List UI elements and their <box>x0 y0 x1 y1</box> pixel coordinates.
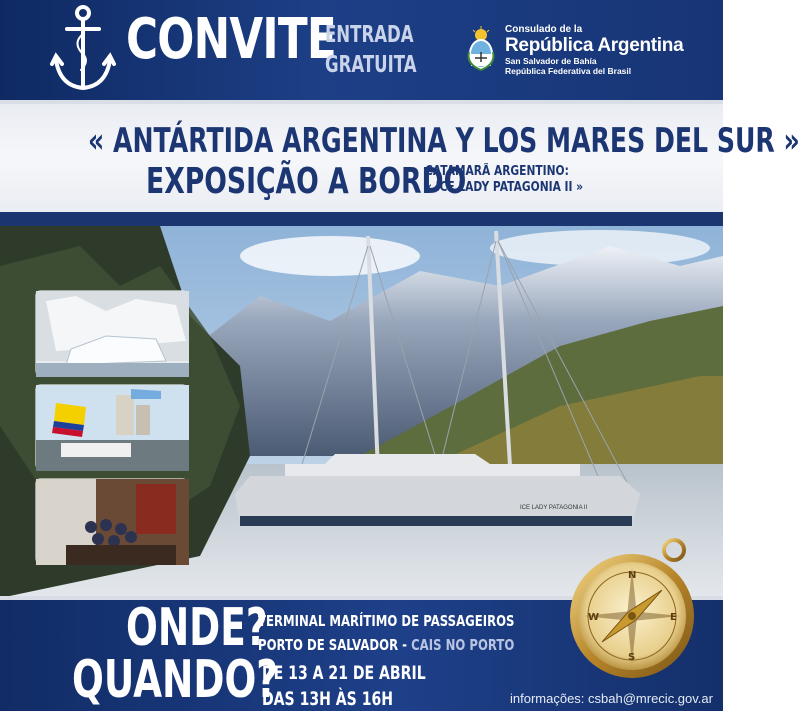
vessel-caption <box>425 164 583 196</box>
venue-separator: - <box>398 636 412 654</box>
vessel-label: CATAMARÃ ARGENTINO: <box>425 164 569 179</box>
contact-email[interactable]: informações: csbah@mrecic.gov.ar <box>510 691 713 706</box>
consulate-city: San Salvador de Bahía <box>505 56 597 66</box>
venue-pier: CAIS NO PORTO <box>411 636 515 654</box>
invite-title: CONVITE <box>126 7 336 72</box>
free-entry-badge <box>325 20 417 80</box>
consulate-country: República Federativa del Brasil <box>505 66 632 76</box>
svg-text:N: N <box>628 570 637 581</box>
venue-port: PORTO DE SALVADOR <box>258 636 399 654</box>
vessel-name: « ICE LADY PATAGONIA II » <box>425 180 584 195</box>
venue-line1: TERMINAL MARÍTIMO DE PASSAGEIROS <box>258 612 515 630</box>
exhibition-title: « ANTÁRTIDA ARGENTINA Y LOS MARES DEL SUR » <box>88 121 800 161</box>
anchor-icon <box>50 4 116 96</box>
thumb-exhibition-visitors <box>35 478 188 564</box>
consulate-logo-text <box>505 24 683 76</box>
thumb-harbor-flags <box>35 384 188 470</box>
dates-text: DE 13 A 21 DE ABRIL <box>262 662 426 684</box>
thumb-iceberg <box>35 290 188 376</box>
coat-of-arms-icon <box>466 26 496 72</box>
when-label: QUANDO? <box>72 650 279 710</box>
consulate-name: República Argentina <box>505 35 684 56</box>
svg-text:E: E <box>670 612 677 623</box>
exhibition-subtitle: EXPOSIÇÃO A BORDO <box>146 161 467 202</box>
hull-name: ICE LADY PATAGONIA II <box>520 505 588 511</box>
svg-text:S: S <box>628 652 636 663</box>
compass-icon <box>566 534 700 682</box>
free-entry-line1: ENTRADA <box>325 22 414 48</box>
consulate-line1: Consulado de la <box>505 24 583 35</box>
where-label: ONDE? <box>126 598 268 658</box>
hours-text: DAS 13H ÀS 16H <box>262 688 394 710</box>
svg-text:W: W <box>588 612 600 623</box>
venue-line2 <box>258 636 514 654</box>
free-entry-line2: GRATUITA <box>325 52 417 78</box>
